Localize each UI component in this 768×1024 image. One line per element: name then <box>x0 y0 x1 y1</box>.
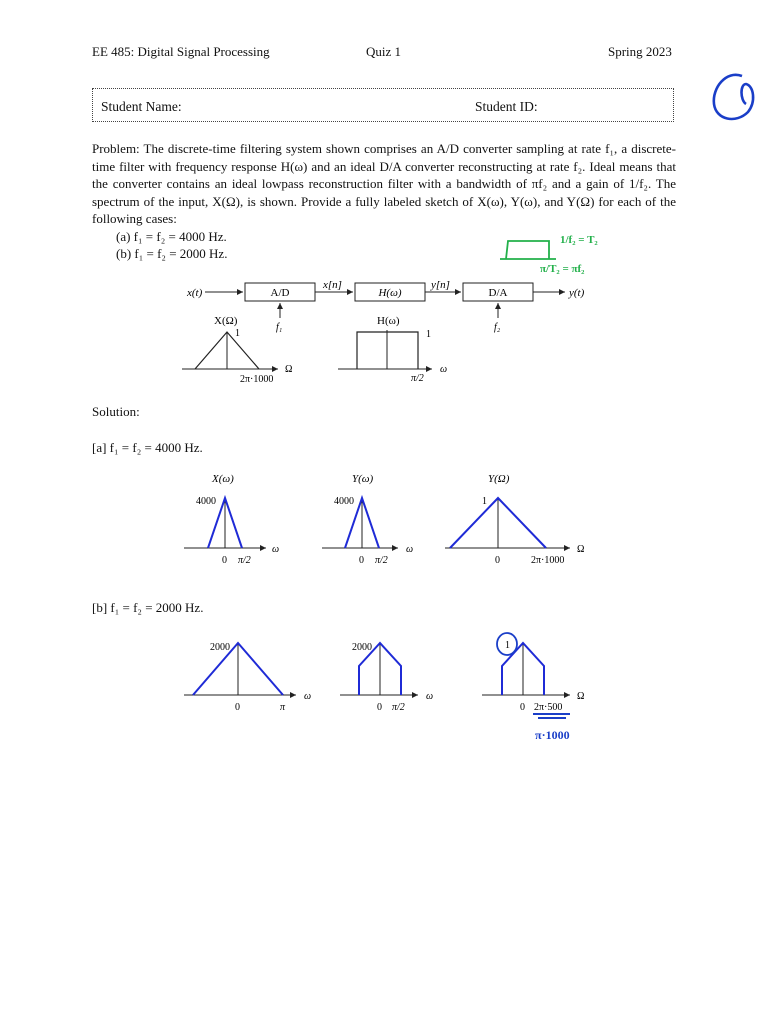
quiz-title: Quiz 1 <box>366 44 402 59</box>
part-b-plot2-tick0: 0 <box>377 702 382 713</box>
part-a-plot2-tick1: π/2 <box>375 555 388 566</box>
f1-label: f₁ <box>276 322 283 333</box>
part-a-plot2-peak: 4000 <box>334 496 354 507</box>
part-a-plot3-tick0: 0 <box>495 555 500 566</box>
output-signal-label: y(t) <box>569 287 585 299</box>
part-a-plot1-axis: ω <box>272 544 280 555</box>
part-b-plot1-tick1: π <box>280 702 286 713</box>
part-b-plot2-axis: ω <box>426 691 434 702</box>
green-note-1: 1/f₂ = T₂ <box>560 234 598 246</box>
part-b-plot1-axis: ω <box>304 691 312 702</box>
student-name-label: Student Name: <box>101 99 182 114</box>
input-spectrum-axis: Ω <box>285 364 293 375</box>
solution-label: Solution: <box>92 404 140 419</box>
case-a: (a) f₁ = f₂ = 4000 Hz. <box>116 229 227 244</box>
problem-text: Problem: The discrete-time filtering system shown comprises an A/D converter sampling at rate f₁, a discrete-time filter with frequency response H(ω) and an ideal D/A converter reconstructing at rate f₂. Ideal means that the converter contains an ideal lowpass reconstruction filter with a bandwidth of πf₂ and a gain of 1/f₂. The spectrum of the input, X(Ω), is shown. Provide a fully labeled sketch of X(ω), Y(ω), and Y(Ω) for each of the following cases: <box>92 141 676 226</box>
green-note-2: π/T₂ = πf₂ <box>540 263 585 275</box>
filter-response-xtick: π/2 <box>411 373 424 384</box>
term-label: Spring 2023 <box>608 44 672 59</box>
filter-label: H(ω) <box>378 287 402 299</box>
green-rect-sketch <box>500 241 556 259</box>
filter-response-plot <box>338 315 447 384</box>
part-a-plot1-tick1: π/2 <box>238 555 251 566</box>
grading-circle-mark <box>714 75 753 119</box>
course-title: EE 485: Digital Signal Processing <box>92 44 270 59</box>
part-b-plot3-tick0: 0 <box>520 702 525 713</box>
yn-label: y[n] <box>431 279 450 291</box>
part-a-plot1-title: X(ω) <box>212 473 234 485</box>
f2-label: f₂ <box>494 322 501 333</box>
blue-note: π·1000 <box>535 728 570 742</box>
part-a-plots <box>184 473 584 566</box>
part-a-plot3-peak: 1 <box>482 496 487 507</box>
part-a-plot2-title: Y(ω) <box>352 473 374 485</box>
case-b: (b) f₁ = f₂ = 2000 Hz. <box>116 246 228 261</box>
part-b-plot2-tick1: π/2 <box>392 702 405 713</box>
filter-response-title: H(ω) <box>377 315 400 327</box>
da-label: D/A <box>488 287 508 299</box>
part-b-plot3-tick1: 2π·500 <box>534 702 563 713</box>
part-b-plot3-peak: 1 <box>505 640 510 651</box>
ad-label: A/D <box>270 287 290 299</box>
filter-response-gain: 1 <box>426 329 431 340</box>
part-b-plot1-peak: 2000 <box>210 642 230 653</box>
part-b-plots <box>184 640 584 713</box>
input-spectrum-peak: 1 <box>235 328 240 339</box>
student-id-label: Student ID: <box>475 99 538 114</box>
part-b-label: [b] f₁ = f₂ = 2000 Hz. <box>92 600 204 615</box>
input-signal-label: x(t) <box>187 287 203 299</box>
handwritten-annotations <box>497 75 753 742</box>
part-b-plot3-axis: Ω <box>577 691 585 702</box>
part-a-plot2-axis: ω <box>406 544 414 555</box>
part-a-plot3-tick1: 2π·1000 <box>531 555 565 566</box>
part-b-plot1-tick0: 0 <box>235 702 240 713</box>
part-a-plot3-title: Y(Ω) <box>488 473 510 485</box>
input-spectrum-title: X(Ω) <box>214 315 238 327</box>
part-a-plot3-axis: Ω <box>577 544 585 555</box>
xn-label: x[n] <box>323 279 342 291</box>
input-spectrum-xtick: 2π·1000 <box>240 374 274 385</box>
part-a-plot1-tick0: 0 <box>222 555 227 566</box>
part-a-label: [a] f₁ = f₂ = 4000 Hz. <box>92 440 203 455</box>
part-a-plot1-peak: 4000 <box>196 496 216 507</box>
part-a-plot2-tick0: 0 <box>359 555 364 566</box>
filter-response-axis: ω <box>440 364 448 375</box>
part-b-plot2-peak: 2000 <box>352 642 372 653</box>
